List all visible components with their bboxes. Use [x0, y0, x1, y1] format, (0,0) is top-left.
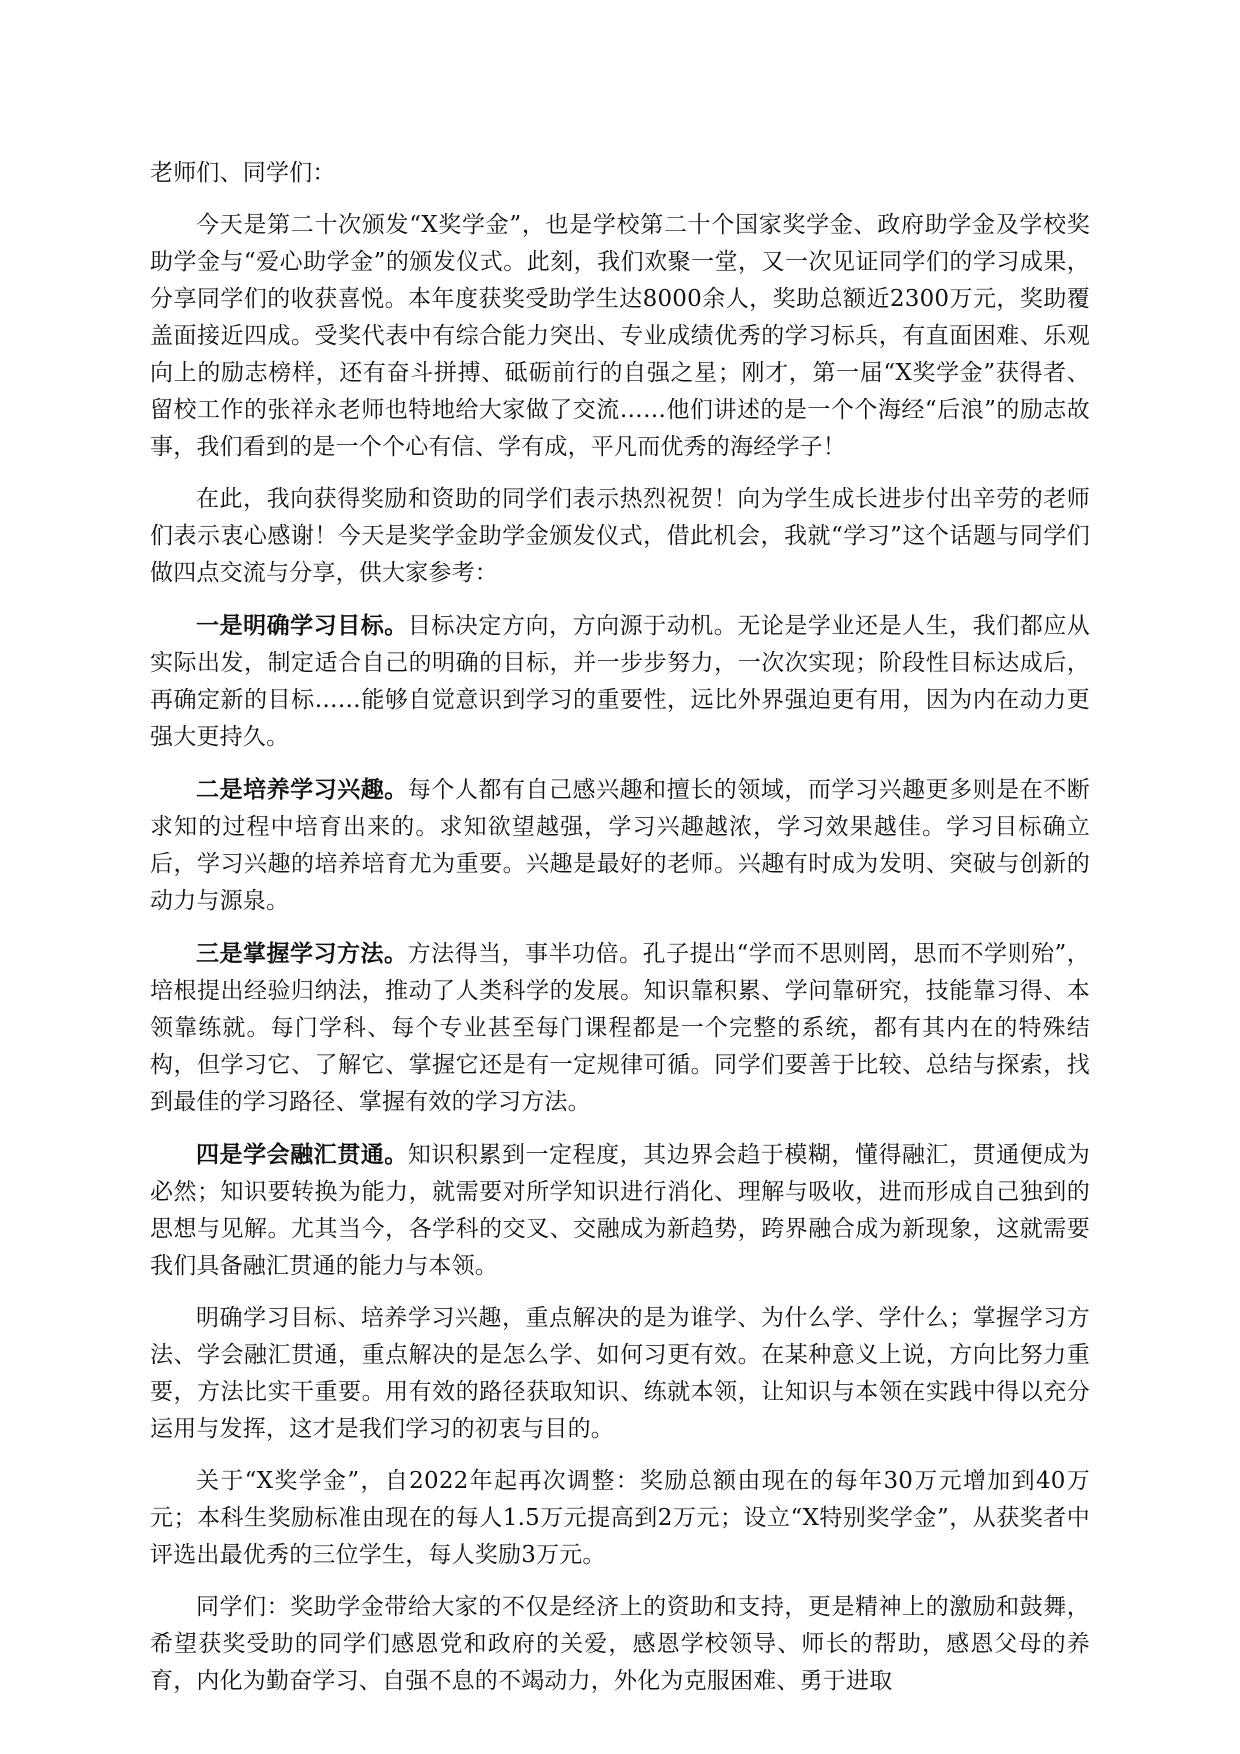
paragraph-thanks: [150, 481, 1090, 592]
point-heading: 二是培养学习兴趣。: [196, 776, 408, 803]
paragraph-point-four: [150, 1136, 1090, 1285]
paragraph-text: 在此，我向获得奖励和资助的同学们表示热烈祝贺！向为学生成长进步付出辛劳的老师们表示衷心感谢！今天是奖学金助学金颁发仪式，借此机会，我就“学习”这个话题与同学们做四点交流与分享，供大家参考：: [150, 486, 1090, 586]
paragraph-text: 方法得当，事半功倍。孔子提出“学而不思则罔，思而不学则殆”，培根提出经验归纳法，推动了人类科学的发展。知识靠积累、学问靠研究，技能靠习得、本领靠练就。每门学科、每个专业甚至每门课程都是一个完整的系统，都有其内在的特殊结构，但学习它、了解它、掌握它还是有一定规律可循。同学们要善于比较、总结与探索，找到最佳的学习路径、掌握有效的学习方法。: [150, 941, 1090, 1115]
paragraph-point-one: [150, 607, 1090, 756]
paragraph-point-three: [150, 935, 1090, 1121]
paragraph-text: 今天是第二十次颁发“X奖学金”，也是学校第二十个国家奖学金、政府助学金及学校奖助学金与“爱心助学金”的颁发仪式。此刻，我们欢聚一堂，又一次见证同学们的学习成果，分享同学们的收获喜悦。本年度获奖受助学生达8000余人，奖助总额近2300万元，奖助覆盖面接近四成。受奖代表中有综合能力突出、专业成绩优秀的学习标兵，有直面困难、乐观向上的励志榜样，还有奋斗拼搏、砥砺前行的自强之星；刚才，第一届“X奖学金”获得者、留校工作的张祥永老师也特地给大家做了交流……他们讲述的是一个个海经“后浪”的励志故事，我们看到的是一个个心有信、学有成，平凡而优秀的海经学子！: [150, 212, 1090, 460]
point-heading: 四是学会融汇贯通。: [196, 1141, 408, 1168]
paragraph-point-two: [150, 771, 1090, 920]
paragraph-text: 同学们：奖助学金带给大家的不仅是经济上的资助和支持，更是精神上的激励和鼓舞，希望获奖受助的同学们感恩党和政府的关爱，感恩学校领导、师长的帮助，感恩父母的养育，内化为勤奋学习、自强不息的不竭动力，外化为克服困难、勇于进取: [150, 1594, 1090, 1694]
speech-body: [150, 155, 1090, 1715]
paragraph-closing: [150, 1589, 1090, 1700]
paragraph-text: 目标决定方向，方向源于动机。无论是学业还是人生，我们都应从实际出发，制定适合自己的明确的目标，并一步步努力，一次次实现；阶段性目标达成后，再确定新的目标……能够自觉意识到学习的重要性，远比外界强迫更有用，因为内在动力更强大更持久。: [150, 613, 1090, 750]
paragraph-scholarship-adjustment: [150, 1463, 1090, 1574]
paragraph-text: 明确学习目标、培养学习兴趣，重点解决的是为谁学、为什么学、学什么；掌握学习方法、学会融汇贯通，重点解决的是怎么学、如何习更有效。在某种意义上说，方向比努力重要，方法比实干重要。用有效的路径获取知识、练就本领，让知识与本领在实践中得以充分运用与发挥，这才是我们学习的初衷与目的。: [150, 1305, 1090, 1442]
salutation: 老师们、同学们：: [150, 160, 336, 186]
paragraph-text: 知识积累到一定程度，其边界会趋于模糊，懂得融汇，贯通便成为必然；知识要转换为能力，就需要对所学知识进行消化、理解与吸收，进而形成自己独到的思想与见解。尤其当今，各学科的交叉、交融成为新趋势，跨界融合成为新现象，这就需要我们具备融汇贯通的能力与本领。: [150, 1142, 1090, 1279]
point-heading: 一是明确学习目标。: [196, 612, 408, 639]
paragraph-text: 关于“X奖学金”，自2022年起再次调整：奖励总额由现在的每年30万元增加到40万元；本科生奖励标准由现在的每人1.5万元提高到2万元；设立“X特别奖学金”，从获奖者中评选出最优秀的三位学生，每人奖励3万元。: [150, 1468, 1090, 1568]
point-heading: 三是掌握学习方法。: [196, 940, 408, 967]
paragraph-text: 每个人都有自己感兴趣和擅长的领域，而学习兴趣更多则是在不断求知的过程中培育出来的。求知欲望越强，学习兴趣越浓，学习效果越佳。学习目标确立后，学习兴趣的培养培育尤为重要。兴趣是最好的老师。兴趣有时成为发明、突破与创新的动力与源泉。: [150, 777, 1090, 914]
paragraph-opening: [150, 207, 1090, 466]
paragraph-summary: [150, 1300, 1090, 1448]
